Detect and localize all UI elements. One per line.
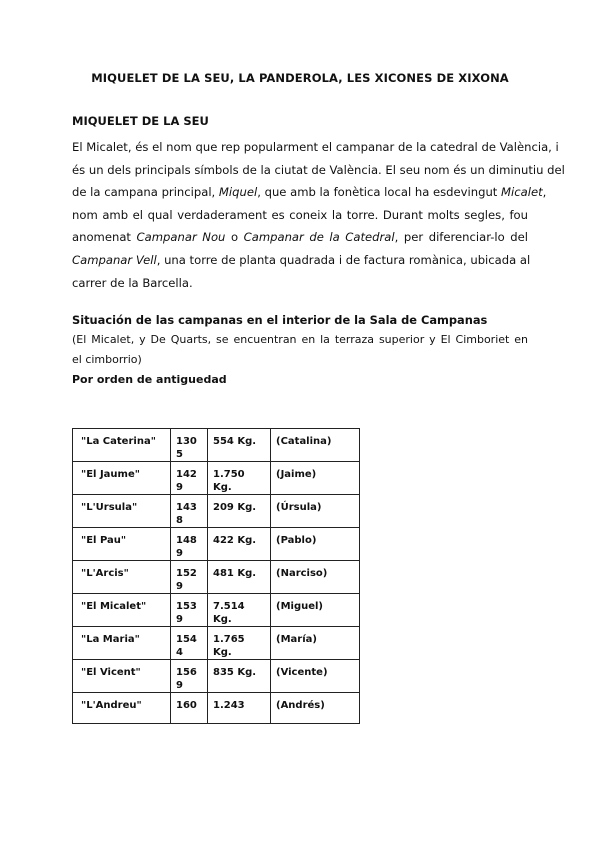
- miquelet-paragraph: [72, 136, 565, 294]
- bell-weight-cell: 1.243: [208, 693, 271, 724]
- bell-name-cell: "L'Arcis": [73, 561, 171, 594]
- italic-term: Campanar Nou: [136, 230, 226, 245]
- italic-term: Campanar Vell: [72, 252, 157, 267]
- bell-alias-cell: (Úrsula): [271, 495, 360, 528]
- bell-year-cell: 1489: [171, 528, 208, 561]
- bell-year-cell: 1539: [171, 594, 208, 627]
- italic-term: Micalet: [501, 185, 543, 200]
- bell-weight-cell: 1.765 Kg.: [208, 627, 271, 660]
- bells-location-note: (El Micalet, y De Quarts, se encuentran en la terraza superior y El Cimboriet en: [72, 333, 528, 346]
- bell-name-cell: "El Pau": [73, 528, 171, 561]
- italic-term: Miquel: [218, 185, 258, 200]
- bell-weight-cell: 7.514 Kg.: [208, 594, 271, 627]
- bell-alias-cell: (Vicente): [271, 660, 360, 693]
- table-row: [73, 429, 360, 462]
- table-row: [73, 462, 360, 495]
- bell-name-cell: "El Vicent": [73, 660, 171, 693]
- bell-weight-cell: 422 Kg.: [208, 528, 271, 561]
- bell-alias-cell: (Andrés): [271, 693, 360, 724]
- paragraph-line: de la campana principal, Miquel, que amb la fonètica local ha esdevingut Micalet,: [72, 185, 547, 200]
- bell-alias-cell: (Pablo): [271, 528, 360, 561]
- paragraph-line: Campanar Vell, una torre de planta quadrada i de factura romànica, ubicada al: [72, 252, 531, 267]
- bell-year-cell: 160: [171, 693, 208, 724]
- bells-section-heading: Situación de las campanas en el interior de la Sala de Campanas: [72, 313, 488, 327]
- table-row: [73, 627, 360, 660]
- paragraph-line: és un dels principals símbols de la ciutat de València. El seu nom és un diminutiu del: [72, 162, 565, 177]
- bell-alias-cell: (María): [271, 627, 360, 660]
- section-heading-miquelet: MIQUELET DE LA SEU: [72, 114, 209, 128]
- table-row: [73, 693, 360, 724]
- table-row: [73, 660, 360, 693]
- bell-name-cell: "El Micalet": [73, 594, 171, 627]
- bell-year-cell: 1529: [171, 561, 208, 594]
- bell-weight-cell: 209 Kg.: [208, 495, 271, 528]
- bell-year-cell: 1429: [171, 462, 208, 495]
- paragraph-line: carrer de la Barcella.: [72, 275, 193, 290]
- bell-weight-cell: 1.750 Kg.: [208, 462, 271, 495]
- bell-weight-cell: 481 Kg.: [208, 561, 271, 594]
- table-row: [73, 495, 360, 528]
- bell-name-cell: "La Maria": [73, 627, 171, 660]
- order-label: Por orden de antiguedad: [72, 373, 227, 386]
- italic-term: Campanar de la Catedral: [243, 230, 395, 245]
- bell-alias-cell: (Miguel): [271, 594, 360, 627]
- table-row: [73, 561, 360, 594]
- paragraph-line: nom amb el qual verdaderament es coneix la torre. Durant molts segles, fou: [72, 207, 528, 222]
- paragraph-line: El Micalet, és el nom que rep popularment el campanar de la catedral de València, i: [72, 140, 559, 154]
- table-row: [73, 594, 360, 627]
- bell-alias-cell: (Narciso): [271, 561, 360, 594]
- bell-name-cell: "La Caterina": [73, 429, 171, 462]
- bell-name-cell: "El Jaume": [73, 462, 171, 495]
- bell-name-cell: "L'Andreu": [73, 693, 171, 724]
- paragraph-line: anomenat Campanar Nou o Campanar de la Catedral, per diferenciar-lo del: [72, 230, 528, 245]
- bell-alias-cell: (Catalina): [271, 429, 360, 462]
- bells-table: [72, 428, 360, 724]
- bell-name-cell: "L'Ursula": [73, 495, 171, 528]
- bells-location-note-cont: el cimborrio): [72, 353, 142, 366]
- bell-year-cell: 1569: [171, 660, 208, 693]
- bell-weight-cell: 554 Kg.: [208, 429, 271, 462]
- bell-year-cell: 1438: [171, 495, 208, 528]
- table-row: [73, 528, 360, 561]
- bells-table-body: [73, 429, 360, 724]
- bell-year-cell: 1305: [171, 429, 208, 462]
- document-title: MIQUELET DE LA SEU, LA PANDEROLA, LES XICONES DE XIXONA: [91, 71, 509, 85]
- bell-year-cell: 1544: [171, 627, 208, 660]
- bells-section: [72, 310, 532, 390]
- bell-weight-cell: 835 Kg.: [208, 660, 271, 693]
- bell-alias-cell: (Jaime): [271, 462, 360, 495]
